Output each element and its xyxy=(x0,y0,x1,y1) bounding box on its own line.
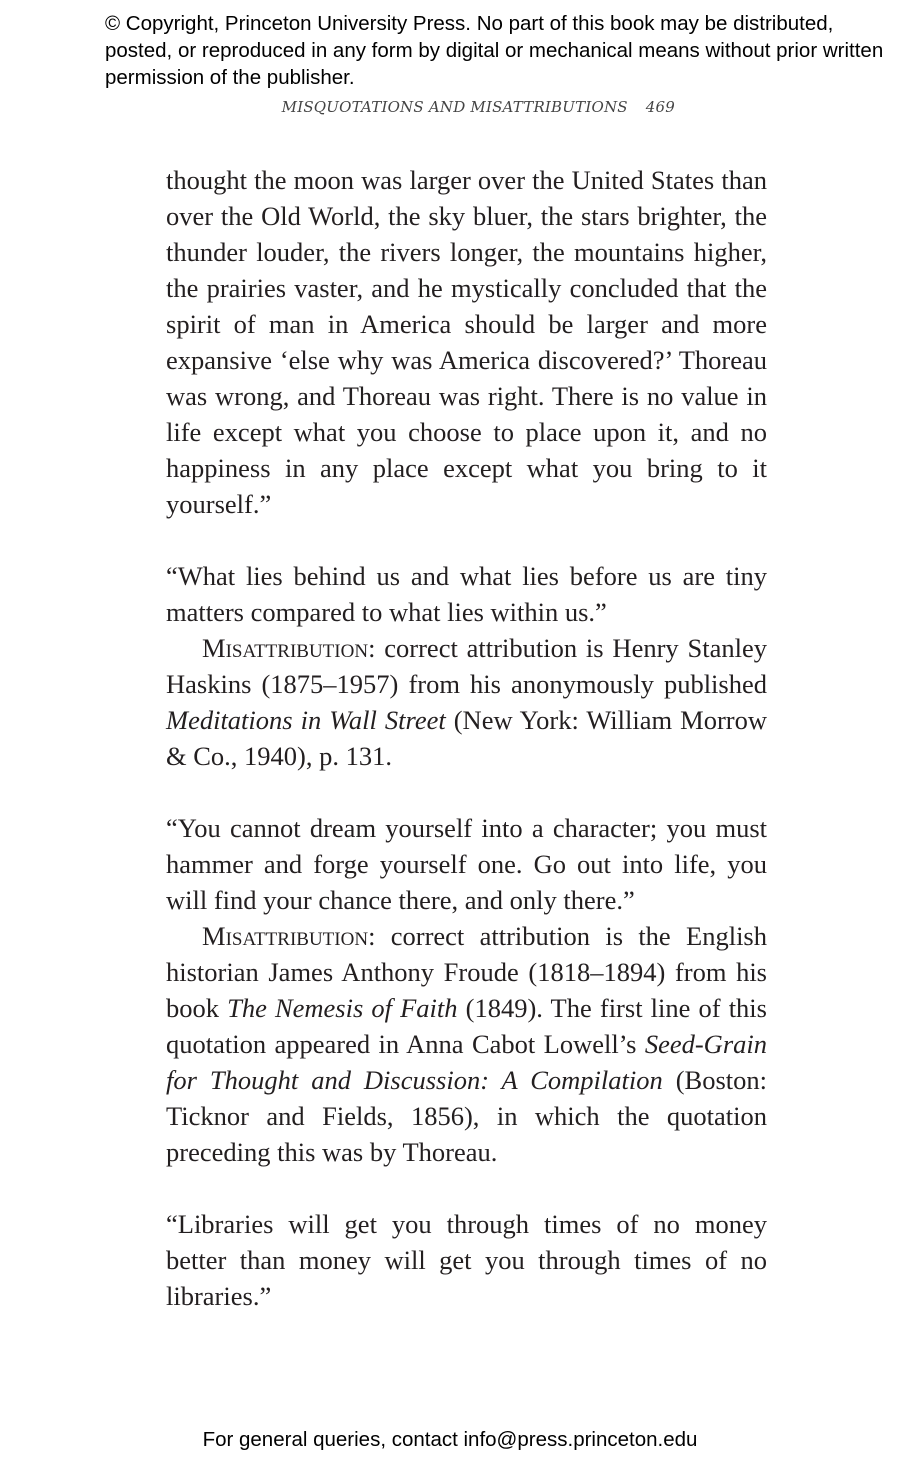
continued-paragraph: thought the moon was larger over the United States than over the Old World, the sky bluer, the stars brighter, the thunder louder, the rivers longer, the mountains higher, the prairies vaster, and he mystically concluded that the spirit of man in America should be larger and more expansive ‘else why was America discovered?’ Thoreau was wrong, and Thoreau was right. There is no value in life except what you choose to place upon it, and no happiness in any place except what you bring to it yourself.” xyxy=(166,165,767,519)
misattribution-label: Misattribution xyxy=(202,921,369,951)
attribution-haskins xyxy=(166,630,767,774)
book-title: Meditations in Wall Street xyxy=(166,705,446,735)
page-number: 469 xyxy=(645,98,675,116)
book-title: The Nemesis of Faith xyxy=(227,993,458,1023)
attribution-text: (1849). The first line of this quotation appeared in Anna Cabot Lowell’s xyxy=(166,993,767,1059)
copyright-notice: © Copyright, Princeton University Press. No part of this book may be distributed, posted, or reproduced in any form by digital or mechanical means without prior written permission of the publisher. xyxy=(105,12,884,89)
attribution-text: : correct attribution is Henry Stanley Haskins (1875–1957) from his anonymously published xyxy=(166,633,767,699)
attribution-text: (Boston: Ticknor and Fields, 1856), in which the quotation preceding this was by Thoreau. xyxy=(166,1065,768,1167)
quote-libraries: “Libraries will get you through times of no money better than money will get you through times of no libraries.” xyxy=(166,1209,767,1311)
quote-what-lies-behind: “What lies behind us and what lies before us are tiny matters compared to what lies within us.” xyxy=(166,561,767,627)
running-head-title: MISQUOTATIONS AND MISATTRIBUTIONS xyxy=(281,98,628,116)
book-title: Seed-Grain for Thought and Discussion: A Compilation xyxy=(166,1029,767,1095)
quote-dream-yourself: “You cannot dream yourself into a character; you must hammer and forge yourself one. Go out into life, you will find your chance there, and only there.” xyxy=(166,813,767,915)
misattribution-label: Misattribution xyxy=(202,633,369,663)
attribution-froude xyxy=(166,918,767,1170)
attribution-text: (New York: William Morrow & Co., 1940), p. 131. xyxy=(166,705,767,771)
footer-contact: For general queries, contact info@press.princeton.edu xyxy=(202,1428,698,1451)
page-body xyxy=(166,162,767,1314)
running-head xyxy=(0,98,675,116)
attribution-text: : correct attribution is the English historian James Anthony Froude (1818–1894) from his book xyxy=(166,921,767,1023)
